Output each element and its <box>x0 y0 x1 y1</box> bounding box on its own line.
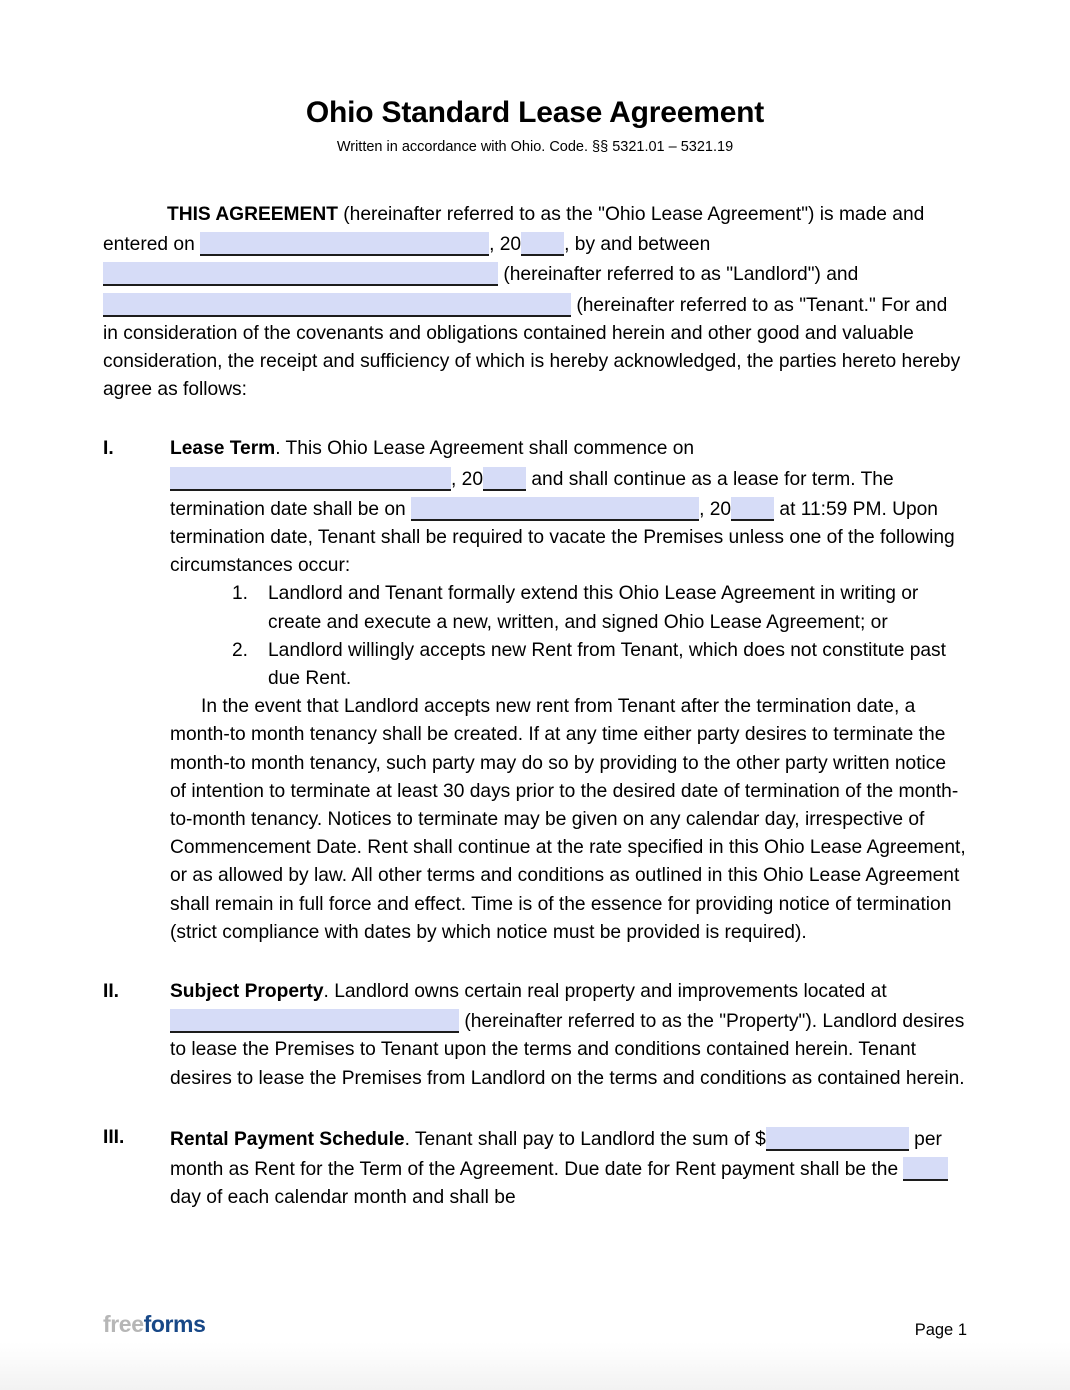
rental-payment-text-1: . Tenant shall pay to Landlord the sum of $ <box>404 1128 766 1150</box>
list-marker: 1. <box>232 583 249 605</box>
section-numeral-i: I. <box>103 438 114 460</box>
section-body-iii <box>170 1124 967 1213</box>
lease-term-text-3: and shall continue as a lease for term. The termination date shall be on <box>170 468 894 520</box>
list-item-text: Landlord willingly accepts new Rent from Tenant, which does not constitute past due Rent. <box>268 639 946 690</box>
lease-term-text-1: . This Ohio Lease Agreement shall commence on <box>275 438 695 460</box>
list-item <box>232 637 967 693</box>
intro-paragraph <box>103 201 967 404</box>
lease-term-text-2: , 20 <box>451 468 484 490</box>
section-body-i <box>170 435 967 947</box>
section-numeral-iii: III. <box>103 1126 125 1148</box>
list-item <box>232 580 967 636</box>
page-title: Ohio Standard Lease Agreement <box>305 96 765 129</box>
rental-payment-text-3: day of each calendar month and shall be <box>170 1187 516 1209</box>
rent-due-day-field[interactable] <box>903 1157 948 1181</box>
intro-text-2: , 20 <box>489 234 522 256</box>
landlord-name-field[interactable] <box>103 262 498 286</box>
termination-year-field[interactable] <box>731 497 774 521</box>
commencement-date-field[interactable] <box>170 467 451 491</box>
agreement-year-field[interactable] <box>521 232 564 256</box>
lease-term-closing-text: In the event that Landlord accepts new rent from Tenant after the termination date, a month-to month tenancy shall be created. If at any time either party desires to terminate the month-to month tenancy, such party may do so by providing to the other party written notice of intention to terminate at least 30 days prior to the desired date of termination of the month-to-month tenancy. Notices to terminate may be given on any calendar day, irrespective of Commencement Date. Rent shall continue at the rate specified in this Ohio Lease Agreement, or as allowed by law. All other terms and conditions as outlined in this Ohio Lease Agreement shall remain in full force and effect. Time is of the essence for providing notice of termination (strict compliance with dates by which notice must be provided is required). <box>170 696 966 943</box>
lease-term-text-5: at 11:59 PM. Upon termination date, Tenant shall be required to vacate the Premises unless one of the following circumstances occur: <box>170 498 955 577</box>
commencement-year-field[interactable] <box>483 467 526 491</box>
page-footer <box>0 1304 1070 1344</box>
lease-term-text-4: , 20 <box>699 498 732 520</box>
subject-property-text-2: (hereinafter referred to as the "Property"). Landlord desires to lease the Premises to Tenant upon the terms and conditions contained herein. Tenant desires to lease the Premises from Landlord on the terms and conditions as contained herein. <box>170 1011 965 1089</box>
intro-text-4: (hereinafter referred to as "Landlord") and <box>498 264 859 286</box>
list-item-text: Landlord and Tenant formally extend this Ohio Lease Agreement in writing or create and execute a new, written, and signed Ohio Lease Agreement; or <box>268 583 919 633</box>
section-heading-subject-property: Subject Property <box>170 981 324 1003</box>
termination-date-field[interactable] <box>411 497 699 521</box>
section-body-ii <box>170 978 967 1093</box>
page-bottom-shading <box>0 1342 1070 1390</box>
lease-term-closing-paragraph <box>170 693 967 947</box>
section-lease-term <box>103 435 967 947</box>
lease-term-paragraph <box>170 435 967 580</box>
freeforms-logo <box>103 1310 206 1337</box>
lease-term-conditions-list <box>170 580 967 693</box>
section-heading-lease-term: Lease Term <box>170 438 276 460</box>
tenant-name-field[interactable] <box>103 293 571 317</box>
agreement-date-field[interactable] <box>200 232 489 256</box>
list-marker: 2. <box>232 639 249 661</box>
monthly-rent-amount-field[interactable] <box>766 1127 909 1151</box>
section-numeral-ii: II. <box>103 981 119 1003</box>
document-header <box>0 0 1070 156</box>
intro-text-3: , by and between <box>564 234 711 256</box>
document-body <box>0 201 1070 1213</box>
subject-property-text-1: . Landlord owns certain real property and improvements located at <box>323 981 887 1003</box>
intro-lead-bold: THIS AGREEMENT <box>167 203 338 225</box>
rental-payment-text-2: per month as Rent for the Term of the Agreement. Due date for Rent payment shall be the <box>170 1128 942 1181</box>
page-number: Page 1 <box>914 1320 967 1339</box>
subject-property-paragraph <box>170 978 967 1093</box>
intro-text-1: (hereinafter referred to as the "Ohio Lease Agreement") is made and entered on <box>103 203 925 256</box>
rental-payment-paragraph <box>170 1124 967 1213</box>
intro-text-5: (hereinafter referred to as "Tenant." <box>571 294 882 316</box>
document-subtitle: Written in accordance with Ohio. Code. §§ 5321.01 – 5321.19 <box>336 138 734 155</box>
section-subject-property <box>103 978 967 1093</box>
section-heading-rental-payment: Rental Payment Schedule <box>170 1128 405 1150</box>
logo-text-forms: forms <box>143 1310 206 1337</box>
logo-text-free: free <box>103 1310 144 1337</box>
intro-text-6: For and in consideration of the covenants and obligations contained herein and other good and valuable consideration, the receipt and sufficiency of which is hereby acknowledged, the parties hereto hereby agree as follows: <box>103 294 961 401</box>
section-rental-payment-schedule <box>103 1124 967 1213</box>
property-address-field[interactable] <box>170 1009 459 1033</box>
